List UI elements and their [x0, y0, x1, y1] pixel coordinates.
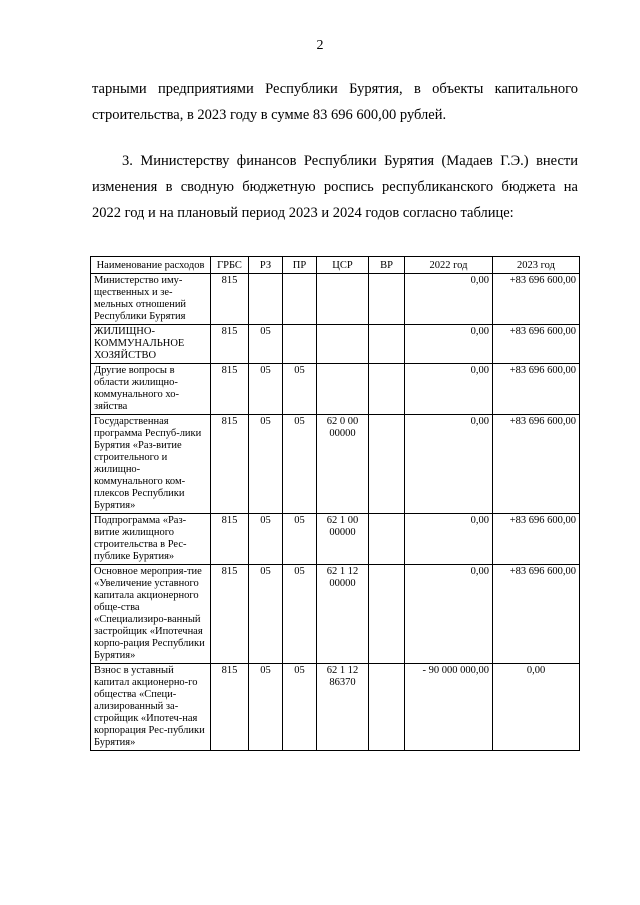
header-pr: ПР: [283, 257, 317, 274]
cell-rz: 05: [249, 364, 283, 415]
cell-grbs: 815: [211, 415, 249, 514]
table-row: [91, 415, 580, 514]
cell-rz: 05: [249, 325, 283, 364]
cell-csr: [317, 274, 369, 325]
cell-csr: 62 1 12 00000: [317, 565, 369, 664]
cell-2023: +83 696 600,00: [493, 274, 580, 325]
cell-2022: 0,00: [405, 364, 493, 415]
cell-2023: +83 696 600,00: [493, 565, 580, 664]
header-2023: 2023 год: [493, 257, 580, 274]
cell-pr: 05: [283, 664, 317, 751]
table-row: [91, 364, 580, 415]
cell-rz: 05: [249, 565, 283, 664]
cell-vr: [369, 664, 405, 751]
cell-grbs: 815: [211, 274, 249, 325]
cell-rz: [249, 274, 283, 325]
header-grbs: ГРБС: [211, 257, 249, 274]
cell-2022: 0,00: [405, 325, 493, 364]
cell-2022: 0,00: [405, 415, 493, 514]
cell-pr: 05: [283, 415, 317, 514]
cell-name: Министерство иму-щественных и зе-мельных отношений Республики Бурятия: [91, 274, 211, 325]
paragraph1-line1: тарными предприятиями Республики Бурятия, в объекты капитального: [92, 81, 578, 97]
cell-vr: [369, 364, 405, 415]
paragraph2-line1: 3. Министерству финансов Республики Бурятия (Мадаев Г.Э.) внести: [122, 153, 578, 169]
header-rz: РЗ: [249, 257, 283, 274]
cell-2022: 0,00: [405, 514, 493, 565]
budget-table: [90, 256, 580, 751]
cell-vr: [369, 514, 405, 565]
cell-vr: [369, 415, 405, 514]
cell-csr: 62 0 00 00000: [317, 415, 369, 514]
cell-2023: +83 696 600,00: [493, 364, 580, 415]
table-row: [91, 514, 580, 565]
paragraph2-line2: изменения в сводную бюджетную роспись республиканского бюджета на: [92, 179, 578, 195]
header-name: Наименование расходов: [91, 257, 211, 274]
table-row: [91, 325, 580, 364]
table-header-row: [91, 257, 580, 274]
cell-pr: [283, 274, 317, 325]
header-2022: 2022 год: [405, 257, 493, 274]
paragraph2-line3: 2022 год и на плановый период 2023 и 2024 годов согласно таблице:: [92, 205, 514, 221]
cell-csr: [317, 325, 369, 364]
paragraph1-line2: строительства, в 2023 году в сумме 83 696 600,00 рублей.: [92, 107, 447, 123]
cell-vr: [369, 565, 405, 664]
cell-name: Другие вопросы в области жилищно-коммунального хо-зяйства: [91, 364, 211, 415]
cell-csr: 62 1 12 86370: [317, 664, 369, 751]
cell-2022: 0,00: [405, 274, 493, 325]
cell-rz: 05: [249, 664, 283, 751]
cell-csr: 62 1 00 00000: [317, 514, 369, 565]
cell-grbs: 815: [211, 565, 249, 664]
cell-name: Взнос в уставный капитал акционерно-го общества «Специ-ализированный за-стройщик «Ипотеч-ная корпорация Рес-публики Бурятия»: [91, 664, 211, 751]
table-row: [91, 664, 580, 751]
cell-grbs: 815: [211, 664, 249, 751]
cell-rz: 05: [249, 415, 283, 514]
cell-grbs: 815: [211, 364, 249, 415]
header-vr: ВР: [369, 257, 405, 274]
cell-csr: [317, 364, 369, 415]
paragraph-item-3: [92, 148, 578, 226]
cell-grbs: 815: [211, 514, 249, 565]
cell-2023: +83 696 600,00: [493, 325, 580, 364]
cell-2023: +83 696 600,00: [493, 415, 580, 514]
cell-2022: 0,00: [405, 565, 493, 664]
table-row: [91, 274, 580, 325]
cell-pr: 05: [283, 565, 317, 664]
cell-name: Государственная программа Респуб-лики Бурятия «Раз-витие строительного и жилищно-коммунального ком-плексов Республики Бурятия»: [91, 415, 211, 514]
cell-name: Основное мероприя-тие «Увеличение уставного капитала акционерного обще-ства «Специализиро-ванный застройщик «Ипотечная корпо-рация Республики Бурятия»: [91, 565, 211, 664]
cell-vr: [369, 274, 405, 325]
cell-pr: 05: [283, 514, 317, 565]
cell-2023: +83 696 600,00: [493, 514, 580, 565]
cell-grbs: 815: [211, 325, 249, 364]
cell-pr: 05: [283, 364, 317, 415]
page-number: 2: [316, 38, 324, 53]
header-csr: ЦСР: [317, 257, 369, 274]
cell-pr: [283, 325, 317, 364]
table-row: [91, 565, 580, 664]
cell-2022: - 90 000 000,00: [405, 664, 493, 751]
cell-2023: 0,00: [493, 664, 580, 751]
cell-name: ЖИЛИЩНО-КОММУНАЛЬНОЕ ХОЗЯЙСТВО: [91, 325, 211, 364]
cell-name: Подпрограмма «Раз-витие жилищного строительства в Рес-публике Бурятия»: [91, 514, 211, 565]
cell-rz: 05: [249, 514, 283, 565]
cell-vr: [369, 325, 405, 364]
paragraph-continuation: [92, 76, 578, 128]
